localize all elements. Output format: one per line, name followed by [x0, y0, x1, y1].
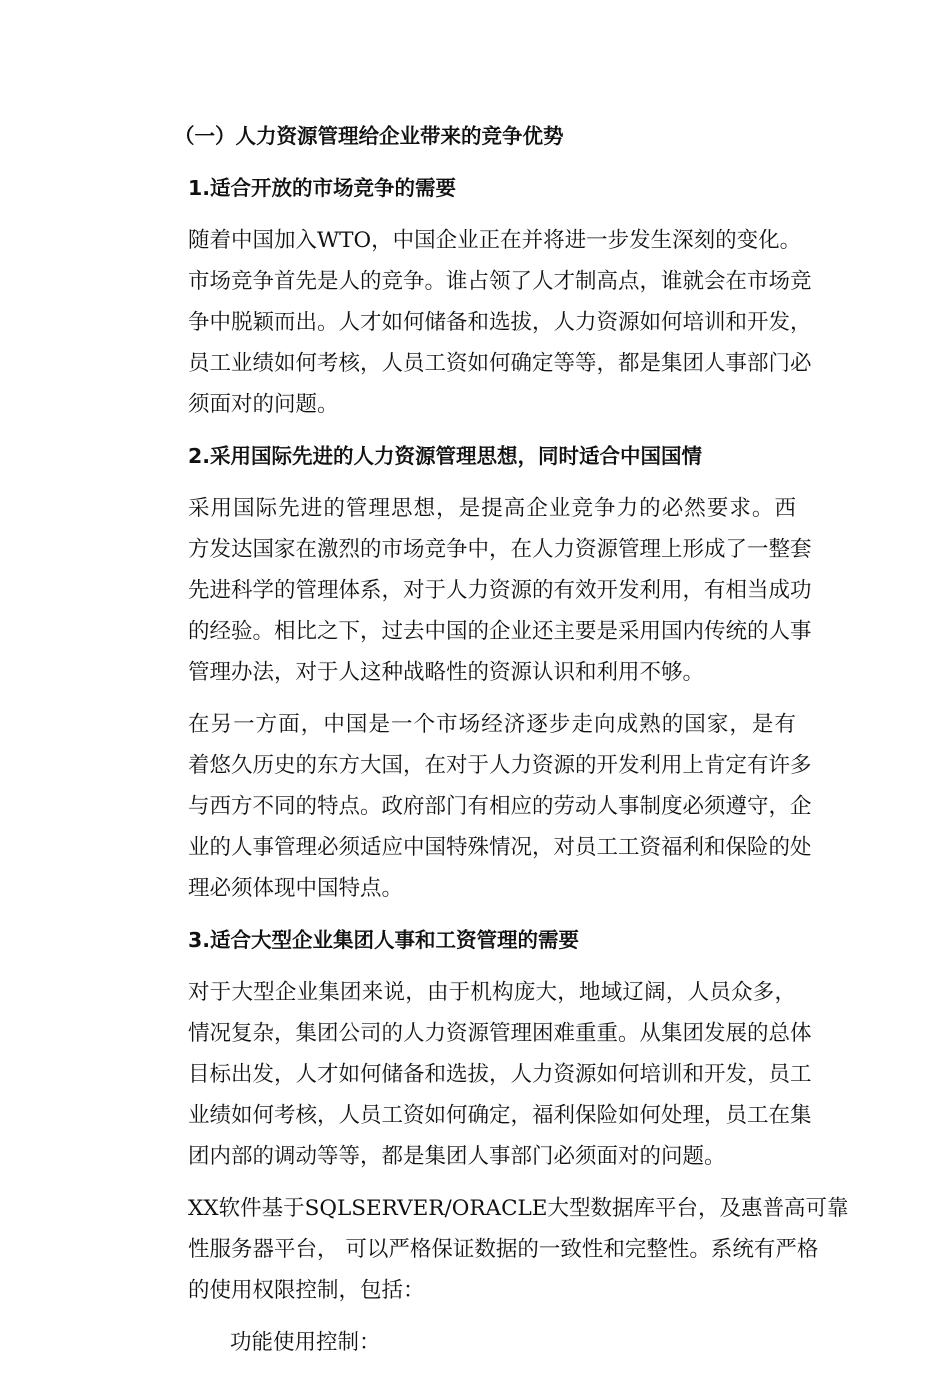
paragraph-line: 市场竞争首先是人的竞争。谁占领了人才制高点，谁就会在市场竞 — [188, 269, 812, 294]
paragraph-line: 着悠久历史的东方大国，在对于人力资源的开发利用上肯定有许多 — [188, 753, 812, 778]
paragraph-line: 业绩如何考核，人员工资如何确定，福利保险如何处理，员工在集 — [188, 1103, 812, 1128]
paragraph-1 — [146, 220, 812, 425]
paragraph-line: 目标出发，人才如何储备和选拔，人力资源如何培训和开发，员工 — [188, 1062, 812, 1087]
paragraph-line: 理必须体现中国特点。 — [188, 876, 404, 901]
paragraph-line: 先进科学的管理体系，对于人力资源的有效开发利用，有相当成功 — [188, 578, 812, 603]
paragraph-line: 须面对的问题。 — [188, 392, 339, 417]
paragraph-4 — [146, 972, 812, 1177]
paragraph-line: 管理办法，对于人这种战略性的资源认识和利用不够。 — [188, 660, 705, 685]
heading-2: 2.采用国际先进的人力资源管理思想，同时适合中国国情 — [188, 444, 703, 468]
paragraph-line: 与西方不同的特点。政府部门有相应的劳动人事制度必须遵守，企 — [188, 794, 812, 819]
section-title: （一）人力资源管理给企业带来的竞争优势 — [174, 124, 564, 148]
paragraph-line: 的使用权限控制，包括： — [188, 1278, 425, 1303]
paragraph-line: 方发达国家在激烈的市场竞争中，在人力资源管理上形成了一整套 — [188, 537, 812, 562]
heading-1: 1.适合开放的市场竞争的需要 — [188, 176, 457, 200]
paragraph-line: 在另一方面，中国是一个市场经济逐步走向成熟的国家，是有 — [188, 712, 796, 737]
paragraph-line: 争中脱颖而出。人才如何储备和选拔，人力资源如何培训和开发， — [188, 310, 812, 335]
paragraph-line: 对于大型企业集团来说，由于机构庞大，地域辽阔，人员众多， — [188, 980, 796, 1005]
paragraph-3 — [146, 704, 812, 909]
paragraph-line: 团内部的调动等等，都是集团人事部门必须面对的问题。 — [188, 1144, 726, 1169]
paragraph-line: 业的人事管理必须适应中国特殊情况，对员工工资福利和保险的处 — [188, 835, 812, 860]
paragraph-line: 性服务器平台， 可以严格保证数据的一致性和完整性。系统有严格 — [188, 1237, 819, 1262]
paragraph-5 — [146, 1188, 849, 1311]
paragraph-2 — [146, 488, 812, 693]
paragraph-line: 采用国际先进的管理思想，是提高企业竞争力的必然要求。西 — [188, 496, 796, 521]
paragraph-6 — [146, 1322, 796, 1363]
document-body — [146, 116, 849, 1374]
paragraph-line: 情况复杂，集团公司的人力资源管理困难重重。从集团发展的总体 — [188, 1021, 812, 1046]
paragraph-line: 的经验。相比之下，过去中国的企业还主要是采用国内传统的人事 — [188, 619, 812, 644]
paragraph-line: 员工业绩如何考核，人员工资如何确定等等，都是集团人事部门必 — [188, 351, 812, 376]
paragraph-line: 功能使用控制： — [230, 1330, 381, 1355]
paragraph-line: XX软件基于SQLSERVER/ORACLE大型数据库平台，及惠普高可靠 — [188, 1196, 849, 1221]
heading-3: 3.适合大型企业集团人事和工资管理的需要 — [188, 928, 580, 952]
paragraph-line: 随着中国加入WTO，中国企业正在并将进一步发生深刻的变化。 — [188, 228, 802, 253]
